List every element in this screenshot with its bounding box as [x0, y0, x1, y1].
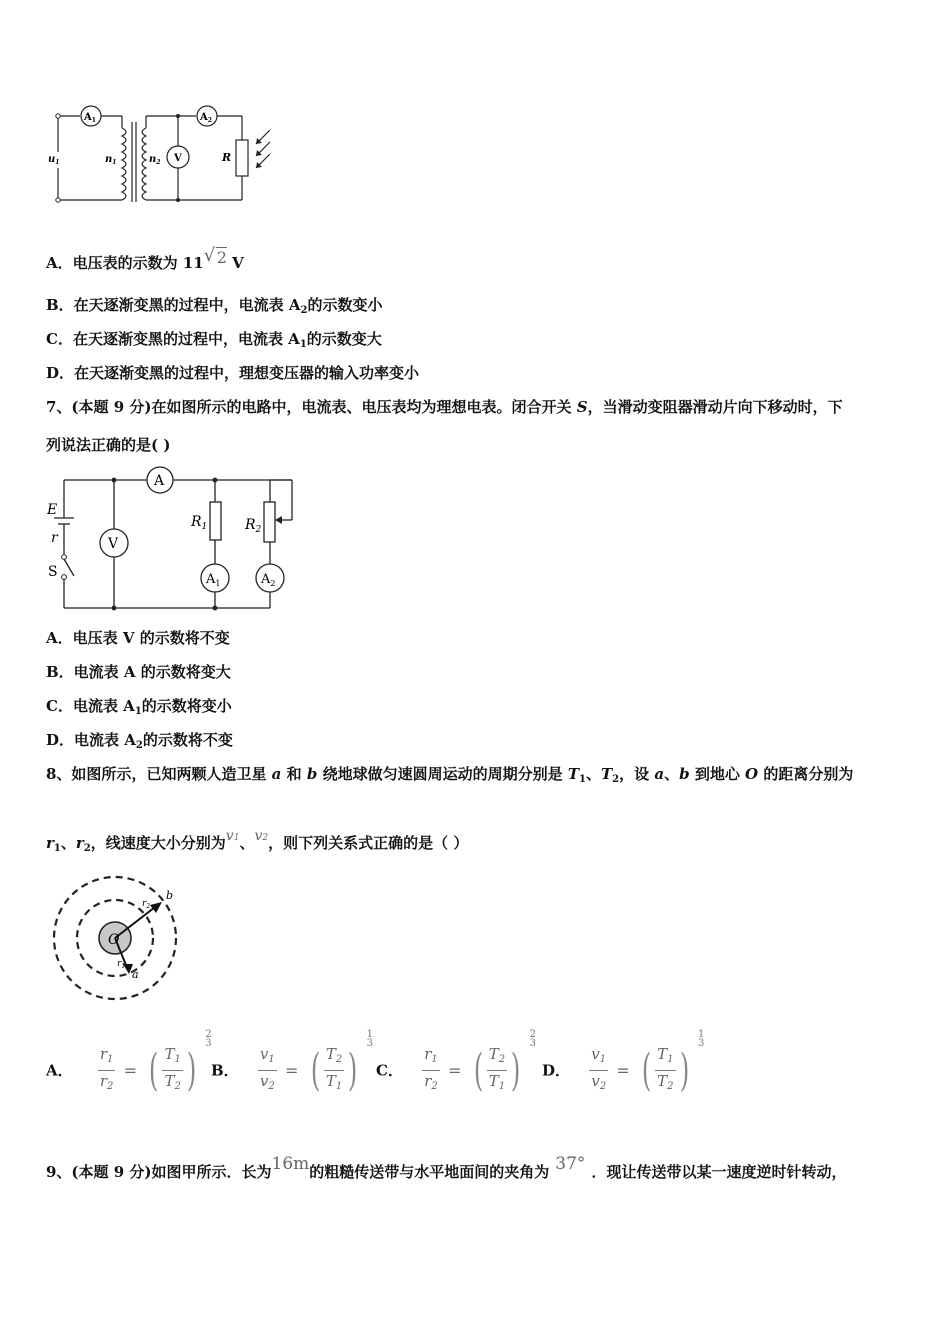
q7-stem-line-1: 7、(本题 9 分)在如图所示的电路中，电流表、电压表均为理想电表。闭合开关 S，当滑动变阻器滑动片向下移动时，下 [46, 398, 843, 416]
q7-stem-line-2: 列说法正确的是( ) [46, 436, 171, 454]
switch-s-label: S [48, 564, 58, 580]
voltmeter-v-label: V [108, 536, 119, 552]
satellite-b-label: b [166, 889, 174, 902]
resistor-r-label: R [222, 151, 232, 164]
ammeter-a-label: A [154, 473, 165, 489]
r2-label: $r_2$ [142, 899, 151, 910]
q7-option-c: C．电流表 $A_1$的示数将变小 [46, 697, 232, 717]
earth-center-o-label: O [108, 932, 120, 948]
q8-option-c: C． $\frac{r_1}{r_2}$ = ( $\frac{T_2}{T_1}$ ) 2 3 [376, 1029, 536, 1096]
emf-e-label: E [47, 502, 58, 518]
v2-symbol: v2 [254, 828, 269, 844]
q7-option-b: B．电流表 A 的示数将变大 [46, 663, 231, 681]
rheostat-r2-label: $R_2$ [245, 517, 262, 535]
q7-option-d: D．电流表 $A_2$的示数将不变 [46, 731, 233, 751]
internal-r-label: r [51, 530, 58, 546]
ammeter-a1-label: $A_1$ [206, 572, 221, 588]
r1-label: $r_1$ [117, 959, 126, 970]
q8-stem-line-1: 8、如图所示，已知两颗人造卫星 a 和 b 绕地球做匀速圆周运动的周期分别是 $T_1$、$T_2$，设 a、b 到地心 O 的距离分别为 [46, 765, 854, 785]
q9-stem-line-1: 9、(本题 9 分)如图甲所示．长为16m的粗糙传送带与水平地面间的夹角为 37° ．现让传送带以某一速度逆时针转动， [46, 1154, 847, 1181]
ammeter-a2-label: $A_2$ [200, 112, 212, 124]
n2-label: $n_2$ [149, 154, 161, 166]
q6-option-c: C．在天逐渐变黑的过程中，电流表 $A_1$的示数变大 [46, 330, 382, 350]
q7-circuit-figure [44, 466, 304, 616]
resistor-r1-label: $R_1$ [191, 514, 208, 532]
satellite-orbit-figure [48, 868, 183, 1008]
q6-option-a: A．电压表的示数为 11 √ 2 V [46, 245, 244, 272]
q6-option-b: B．在天逐渐变黑的过程中，电流表 $A_2$的示数变小 [46, 296, 383, 316]
ammeter-a1-label: $A_1$ [84, 112, 96, 124]
incline-angle: 37° [555, 1154, 586, 1174]
sqrt-expression: √ 2 [203, 245, 227, 267]
ammeter-a2-label: $A_2$ [261, 572, 276, 588]
q8-option-b: B． $\frac{v_1}{v_2}$ = ( $\frac{T_2}{T_1}$ ) 1 3 [211, 1029, 373, 1096]
satellite-a-label: a [132, 968, 139, 981]
q6-option-d: D．在天逐渐变黑的过程中，理想变压器的输入功率变小 [46, 364, 420, 382]
q8-stem-line-2: $r_1$、$r_2$，线速度大小分别为v1、v2，则下列关系式正确的是（ ） [46, 828, 469, 854]
u1-label: $u_1$ [48, 154, 60, 166]
voltmeter-label: V [174, 153, 182, 164]
q8-option-a: A． $\frac{r_1}{r_2}$ = ( $\frac{T_1}{T_2}$ ) 2 3 [46, 1029, 212, 1096]
q7-option-a: A．电压表 V 的示数将不变 [46, 629, 230, 647]
q8-option-d: D． $\frac{v_1}{v_2}$ = ( $\frac{T_1}{T_2}$ ) 1 3 [542, 1029, 705, 1096]
transformer-circuit-figure [44, 100, 284, 210]
belt-length: 16m [271, 1154, 310, 1174]
v1-symbol: v1 [225, 828, 240, 844]
n1-label: $n_1$ [105, 154, 117, 166]
